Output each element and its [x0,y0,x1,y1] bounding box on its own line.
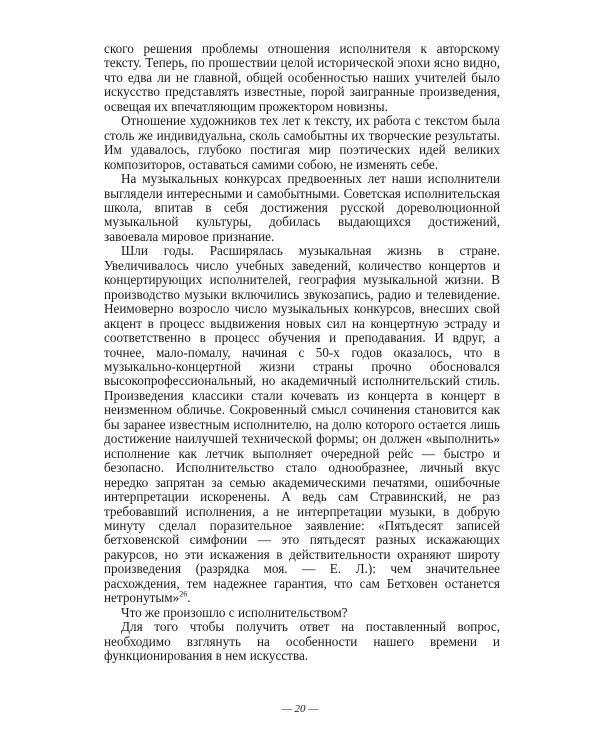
paragraph-2: Отношение художников тех лет к тексту, их работа с текстом была столь же индивидуальна, сколь самобытны их творческие результаты. Им удавалось, глубоко постигая мир поэтических идей великих композиторов, оставаться самими собою, не изменять себе. [104,113,500,172]
paragraph-1: ского решения проблемы отношения исполнителя к авторскому тексту. Теперь, по прошествии целой исторической эпохи ясно видно, что едва ли не главной, общей особенностью наших учителей было искусство представлять известные, порой заигранные произведения, освещая их впечатляющим прожектором новизны. [104,41,500,114]
paragraph-4 [104,244,500,605]
paragraph-4-text: Шли годы. Расширялась музыкальная жизнь в стране. Увеличивалось число учебных заведений, количество концертов и концертирующих исполнителей, география музыкальной жизни. В производство музыки включились звукозапись, радио и телевидение. Неимоверно возросло число музыкальных конкурсов, внесших свой акцент в процесс выдвижения новых сил на концертную эстраду и соответственно в процесс обучения и преподавания. И вдруг, а точнее, мало-помалу, начиная с 50-х годов оказалось, что в музыкально-концертной жизни страны прочно обосновался высокопрофессиональный, но академичный исполнительский стиль. Произведения классики стали кочевать из концерта в концерт в неизменном обличье. Сокровенный смысл сочинения становится как бы заранее известным исполнителю, на долю которого остается лишь достижение наилучшей технической формы; он должен «выполнить» исполнение как летчик выполняет очередной рейс — быстро и безопасно. Исполнительство стало однообразнее, личный вкус нередко запрятан за семью академическими печатями, ошибочные интерпретации искоренены. А ведь сам Стравинский, не раз требовавший исполнения, а не интерпретации музыки, в добрую минуту сделал поразительное заявление: «Пятьдесят записей бетховенской симфонии — это пятьдесят разных искажающих ракурсов, но эти искажения в действительности охраняют широту произведения (разрядка моя. — Е. Л.): чем значительнее расхождения, тем надежнее гарантия, что сам Бетховен останется нетронутым» [104,243,500,606]
document-page [104,42,500,663]
paragraph-5-question: Что же произошло с исполнительством? [121,604,348,620]
paragraph-3: На музыкальных конкурсах предвоенных лет наши исполнители выглядели интересными и самобытными. Советская исполнительская школа, впитав в себя достижения русской дореволюционной музыкальной культуры, добилась выдающихся достижений, завоевала мировое признание. [104,171,500,244]
paragraph-4-tail: . [187,590,191,606]
page-number: — 20 — [281,703,319,715]
paragraph-6: Для того чтобы получить ответ на поставленный вопрос, необходимо взглянуть на особенности нашего времени и функционирования в нем искусства. [104,619,500,664]
footnote-reference: 26 [179,589,188,599]
